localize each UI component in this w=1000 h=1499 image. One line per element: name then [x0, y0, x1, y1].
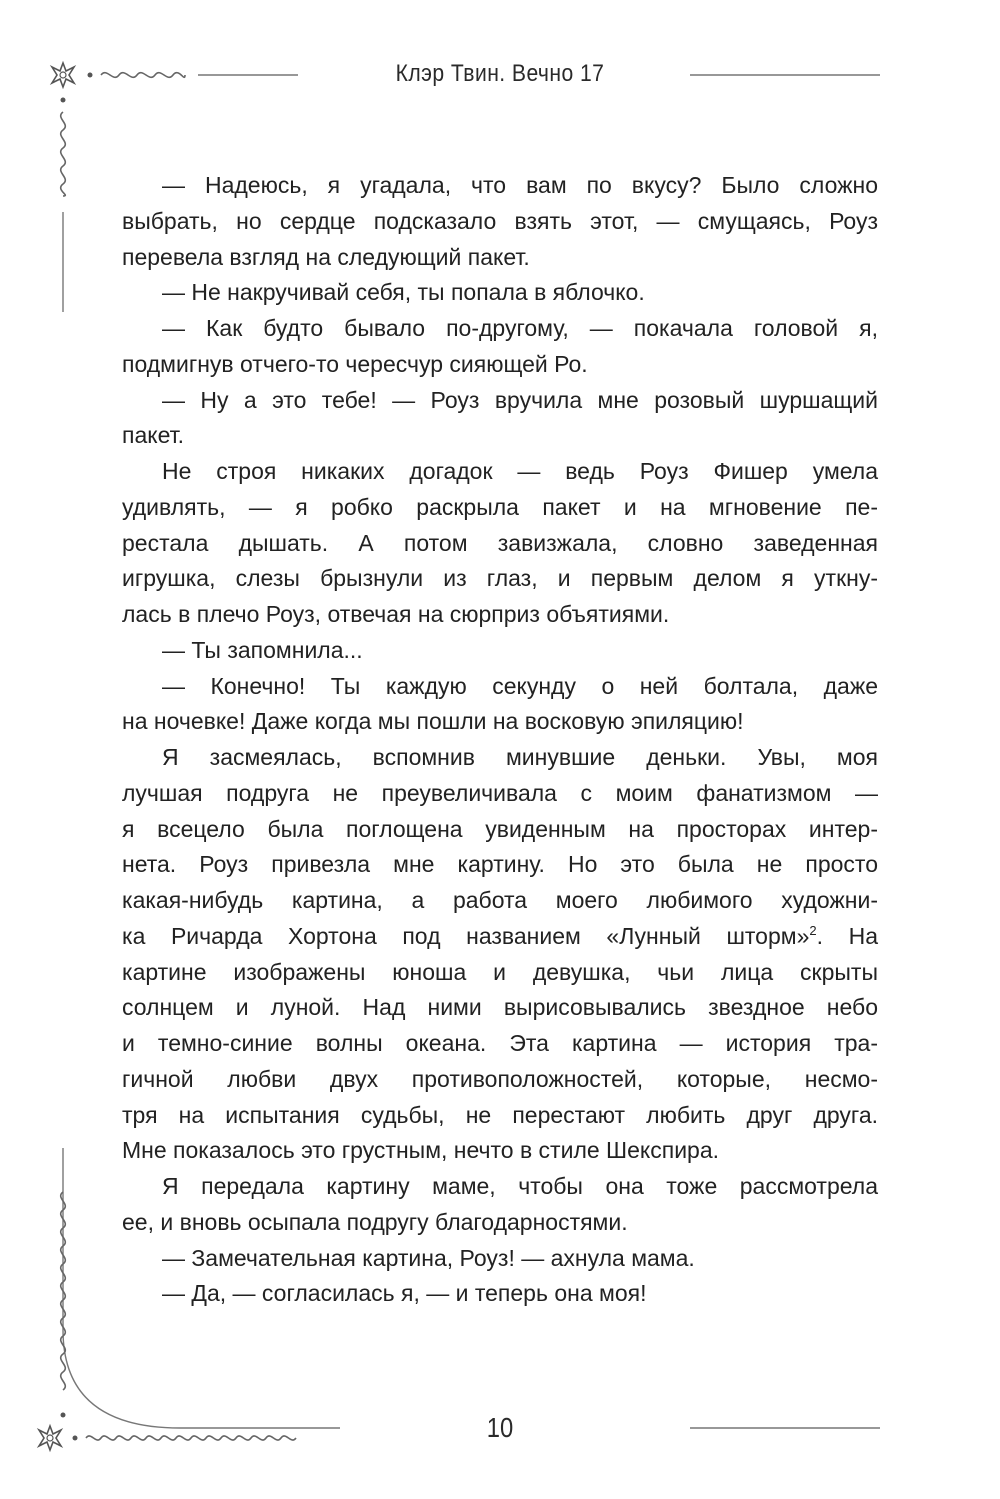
text-line: рестала дышать. А потом завизжала, словно заведенная: [122, 529, 878, 556]
text-line: Я засмеялась, вспомнив минувшие деньки. Увы, моя: [162, 744, 878, 770]
text-line: картине изображены юноша и девушка, чьи лица скрыты: [122, 958, 878, 985]
text-line: гичной любви двух противоположностей, которые, несмо-: [122, 1065, 878, 1092]
text-line: на ночевке! Даже когда мы пошли на восковую эпиляцию!: [122, 708, 744, 735]
swirl-border-bottom-icon: [86, 1436, 296, 1440]
text-line: подмигнув отчего-то чересчур сияющей Ро.: [122, 350, 588, 377]
text-line: выбрать, но сердце подсказало взять этот, — смущаясь, Роуз: [122, 207, 878, 234]
page-body-text: [122, 168, 878, 1312]
text-line: перевела взгляд на следующий пакет.: [122, 243, 530, 270]
swirl-border-top-icon: [101, 73, 185, 78]
text-line: — Не накручивай себя, ты попала в яблочко.: [162, 279, 645, 306]
text-line: ее, и вновь осыпала подругу благодарностями.: [122, 1208, 628, 1235]
star-ornament-top-icon: [52, 63, 74, 87]
dot-icon: [61, 98, 66, 103]
footnote-marker[interactable]: 2: [809, 922, 817, 938]
text-line: Мне показалось это грустным, нечто в стиле Шекспира.: [122, 1137, 720, 1164]
text-line: ка Ричарда Хортона под названием «Лунный шторм»$^2$. На: [122, 922, 878, 949]
text-line: — Надеюсь, я угадала, что вам по вкусу? Было сложно: [162, 172, 878, 198]
text-line: удивлять, — я робко раскрыла пакет и на мгновение пе-: [122, 493, 878, 520]
star-ornament-bottom-icon: [39, 1426, 61, 1450]
text-line: — Замечательная картина, Роуз! — ахнула мама.: [162, 1244, 695, 1271]
running-header-title: Клэр Твин. Вечно 17: [395, 60, 605, 87]
text-line: — Как будто бывало по-другому, — покачала головой я,: [162, 315, 878, 341]
text-line: Не строя никаких догадок — ведь Роуз Фишер умела: [162, 458, 878, 484]
text-line: лучшая подруга не преувеличивала с моим фанатизмом —: [122, 779, 878, 806]
page-number: 10: [486, 1412, 514, 1443]
text-line: пакет.: [122, 422, 184, 449]
text-line: — Да, — согласилась я, — и теперь она моя!: [162, 1280, 647, 1307]
text-line: какая-нибудь картина, а работа моего любимого художни-: [122, 887, 878, 913]
text-line: нета. Роуз привезла мне картину. Но это была не просто: [122, 851, 878, 878]
text-line: тря на испытания судьбы, не перестают любить друг друга.: [122, 1101, 878, 1128]
text-line: лась в плечо Роуз, отвечая на сюрприз объятиями.: [122, 601, 670, 627]
text-line: — Ты запомнила...: [162, 636, 363, 663]
text-line: я всецело была поглощена увиденным на просторах интер-: [122, 815, 878, 842]
text-line: игрушка, слезы брызнули из глаз, и первым делом я уткну-: [122, 565, 878, 592]
text-line: солнцем и луной. Над ними вырисовывались звездное небо: [122, 994, 878, 1021]
dot-icon: [73, 1436, 78, 1441]
text-line: — Конечно! Ты каждую секунду о ней болтала, даже: [162, 672, 878, 699]
text-line: и темно-синие волны океана. Эта картина — история тра-: [122, 1030, 878, 1056]
swirl-border-left-top-icon: [61, 112, 66, 196]
text-line: — Ну а это тебе! — Роуз вручила мне розовый шуршащий: [162, 386, 878, 413]
dot-icon: [61, 1413, 66, 1418]
dot-icon: [88, 73, 93, 78]
text-line: Я передала картину маме, чтобы она тоже рассмотрела: [162, 1173, 878, 1199]
